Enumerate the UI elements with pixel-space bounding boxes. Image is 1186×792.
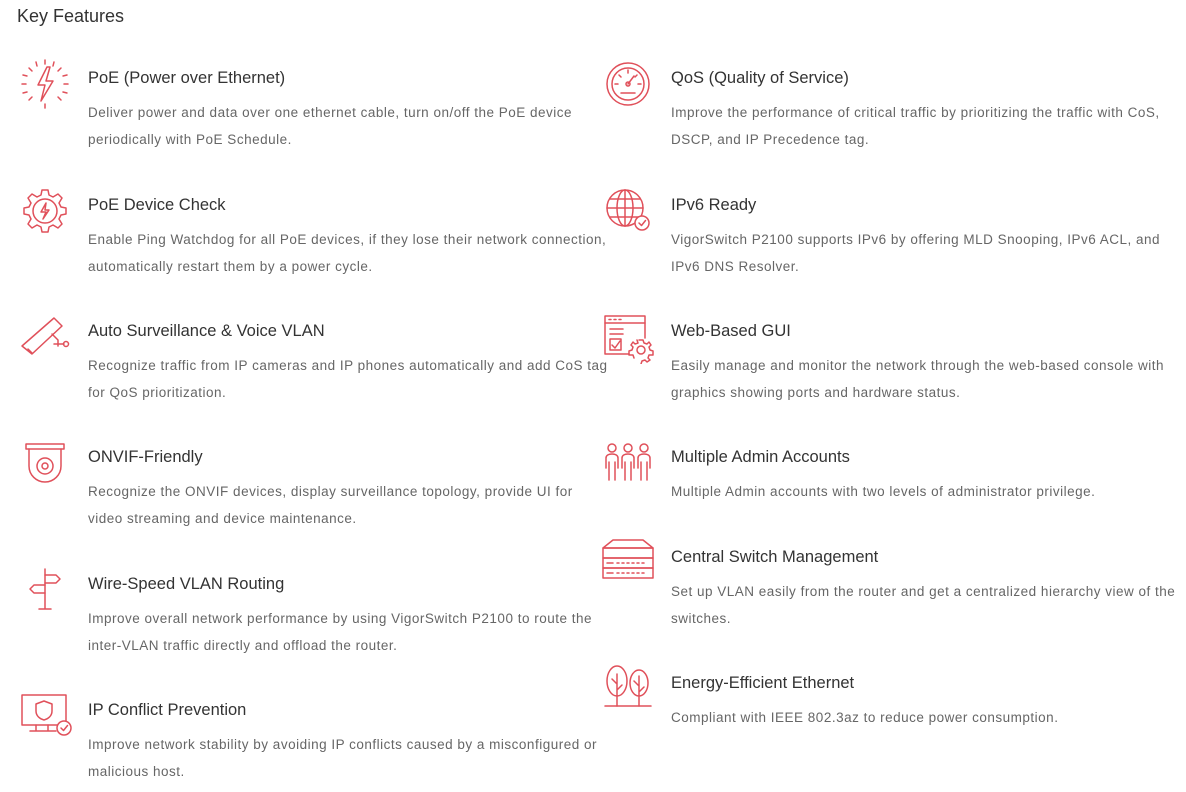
feature-ipv6-ready: [671, 194, 1186, 280]
feature-title: Auto Surveillance & Voice VLAN: [88, 322, 325, 340]
feature-description: Recognize the ONVIF devices, display surveillance topology, provide UI for video streaming and device maintenance.: [88, 484, 573, 526]
surveillance-camera-icon: [18, 310, 72, 364]
feature-description: VigorSwitch P2100 supports IPv6 by offering MLD Snooping, IPv6 ACL, and IPv6 DNS Resolver.: [671, 232, 1161, 274]
feature-title: IPv6 Ready: [671, 196, 757, 214]
user-group-icon: [601, 436, 655, 490]
feature-qos: [671, 67, 1186, 153]
feature-poe-device-check: [88, 194, 608, 280]
feature-auto-surveillance: [88, 320, 608, 406]
trees-icon: [601, 662, 655, 716]
feature-description: Improve overall network performance by using VigorSwitch P2100 to route the inter-VLAN traffic directly and offload the router.: [88, 611, 592, 653]
feature-description: Multiple Admin accounts with two levels of administrator privilege.: [671, 484, 1096, 499]
gear-lightning-icon: [18, 184, 72, 238]
feature-title: Energy-Efficient Ethernet: [671, 674, 855, 692]
feature-description: Set up VLAN easily from the router and get a centralized hierarchy view of the switches.: [671, 584, 1176, 626]
signpost-icon: [18, 563, 72, 617]
feature-description: Recognize traffic from IP cameras and IP phones automatically and add CoS tag for QoS prioritization.: [88, 358, 608, 400]
feature-title: QoS (Quality of Service): [671, 69, 849, 87]
feature-title: Wire-Speed VLAN Routing: [88, 575, 285, 593]
feature-web-based-gui: [671, 320, 1186, 406]
switch-stack-icon: [601, 536, 655, 590]
feature-title: ONVIF-Friendly: [88, 448, 203, 466]
globe-check-icon: [601, 184, 655, 238]
feature-description: Enable Ping Watchdog for all PoE devices, if they lose their network connection, automatically restart them by a power cycle.: [88, 232, 607, 274]
feature-description: Easily manage and monitor the network through the web-based console with graphics showing ports and hardware status.: [671, 358, 1165, 400]
feature-wire-speed-vlan-routing: [88, 573, 608, 659]
feature-title: Central Switch Management: [671, 548, 879, 566]
page-title: Key Features: [17, 6, 125, 26]
feature-energy-efficient-ethernet: [671, 672, 1186, 731]
feature-poe: [88, 67, 608, 153]
speedometer-icon: [601, 57, 655, 111]
feature-ip-conflict-prevention: [88, 699, 608, 785]
feature-title: IP Conflict Prevention: [88, 701, 247, 719]
feature-description: Deliver power and data over one ethernet cable, turn on/off the PoE device periodically with PoE Schedule.: [88, 105, 573, 147]
feature-description: Improve the performance of critical traffic by prioritizing the traffic with CoS, DSCP, and IP Precedence tag.: [671, 105, 1160, 147]
feature-title: Multiple Admin Accounts: [671, 448, 850, 466]
feature-title: PoE (Power over Ethernet): [88, 69, 286, 87]
lightning-burst-icon: [18, 57, 72, 111]
feature-central-switch-management: [671, 546, 1186, 632]
dome-camera-icon: [18, 436, 72, 490]
monitor-shield-icon: [18, 689, 72, 743]
feature-multiple-admin-accounts: [671, 446, 1186, 505]
feature-title: PoE Device Check: [88, 196, 226, 214]
feature-title: Web-Based GUI: [671, 322, 791, 340]
feature-description: Compliant with IEEE 802.3az to reduce power consumption.: [671, 710, 1059, 725]
feature-onvif-friendly: [88, 446, 608, 532]
feature-description: Improve network stability by avoiding IP conflicts caused by a misconfigured or malicious host.: [88, 737, 597, 779]
browser-gear-icon: [601, 310, 655, 364]
